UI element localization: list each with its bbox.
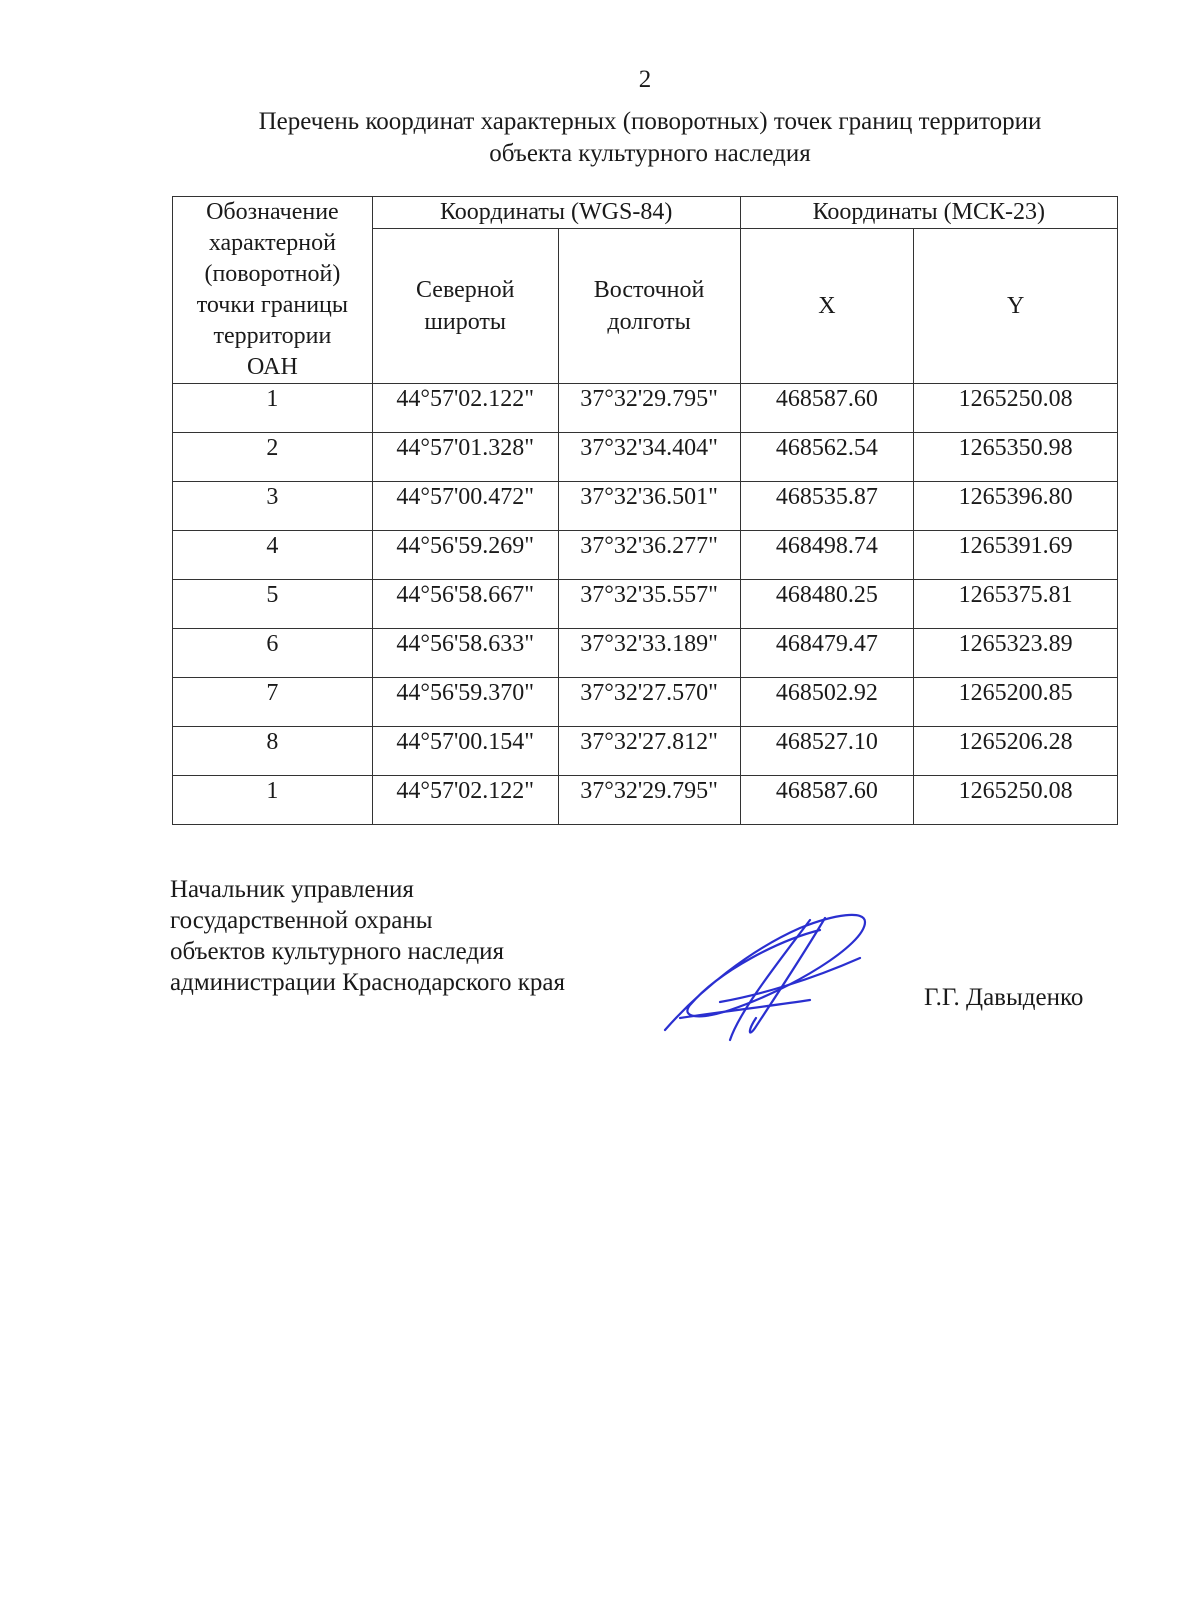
latitude-cell: 44°57'01.328" <box>372 433 558 482</box>
latitude-cell: 44°56'59.269" <box>372 531 558 580</box>
position-line-3: объектов культурного наследия <box>170 938 504 965</box>
table-row <box>173 531 1118 580</box>
table-row <box>173 727 1118 776</box>
x-cell: 468587.60 <box>740 776 914 825</box>
longitude-cell: 37°32'27.570" <box>558 678 740 727</box>
latitude-cell: 44°57'02.122" <box>372 776 558 825</box>
y-cell: 1265250.08 <box>914 776 1118 825</box>
x-cell: 468498.74 <box>740 531 914 580</box>
header-point-designation: Обозначение характерной (поворотной) точки границы территории ОАН <box>173 197 373 384</box>
longitude-cell: 37°32'29.795" <box>558 776 740 825</box>
title-line-2: объекта культурного наследия <box>489 140 811 167</box>
point-number: 2 <box>173 433 373 482</box>
header-x: X <box>740 228 914 383</box>
table-row <box>173 482 1118 531</box>
x-cell: 468535.87 <box>740 482 914 531</box>
y-cell: 1265350.98 <box>914 433 1118 482</box>
table-row <box>173 384 1118 433</box>
point-number: 3 <box>173 482 373 531</box>
point-number: 1 <box>173 776 373 825</box>
table-row <box>173 580 1118 629</box>
longitude-cell: 37°32'27.812" <box>558 727 740 776</box>
table-row <box>173 629 1118 678</box>
x-cell: 468562.54 <box>740 433 914 482</box>
title-line-1: Перечень координат характерных (поворотных) точек границ территории <box>258 108 1042 135</box>
y-cell: 1265375.81 <box>914 580 1118 629</box>
page-number: 2 <box>638 66 652 93</box>
header-latitude: Северной широты <box>372 228 558 383</box>
longitude-cell: 37°32'29.795" <box>558 384 740 433</box>
longitude-cell: 37°32'36.277" <box>558 531 740 580</box>
coordinates-table <box>172 196 1118 825</box>
position-line-4: администрации Краснодарского края <box>170 969 566 996</box>
header-longitude: Восточной долготы <box>558 228 740 383</box>
position-line-2: государственной охраны <box>170 907 433 934</box>
x-cell: 468527.10 <box>740 727 914 776</box>
table-row <box>173 776 1118 825</box>
handwritten-signature <box>660 910 900 1050</box>
document-title <box>150 106 1150 170</box>
latitude-cell: 44°56'59.370" <box>372 678 558 727</box>
point-number: 5 <box>173 580 373 629</box>
y-cell: 1265250.08 <box>914 384 1118 433</box>
header-msk23: Координаты (МСК-23) <box>740 197 1117 229</box>
point-number: 1 <box>173 384 373 433</box>
y-cell: 1265396.80 <box>914 482 1118 531</box>
longitude-cell: 37°32'35.557" <box>558 580 740 629</box>
position-line-1: Начальник управления <box>170 876 414 903</box>
x-cell: 468502.92 <box>740 678 914 727</box>
latitude-cell: 44°57'02.122" <box>372 384 558 433</box>
longitude-cell: 37°32'36.501" <box>558 482 740 531</box>
x-cell: 468587.60 <box>740 384 914 433</box>
table-row <box>173 433 1118 482</box>
longitude-cell: 37°32'33.189" <box>558 629 740 678</box>
signer-name: Г.Г. Давыденко <box>924 984 1084 1011</box>
point-number: 4 <box>173 531 373 580</box>
header-wgs84: Координаты (WGS-84) <box>372 197 740 229</box>
table-row <box>173 678 1118 727</box>
y-cell: 1265206.28 <box>914 727 1118 776</box>
latitude-cell: 44°56'58.633" <box>372 629 558 678</box>
y-cell: 1265323.89 <box>914 629 1118 678</box>
y-cell: 1265200.85 <box>914 678 1118 727</box>
latitude-cell: 44°57'00.154" <box>372 727 558 776</box>
x-cell: 468479.47 <box>740 629 914 678</box>
y-cell: 1265391.69 <box>914 531 1118 580</box>
point-number: 7 <box>173 678 373 727</box>
longitude-cell: 37°32'34.404" <box>558 433 740 482</box>
latitude-cell: 44°56'58.667" <box>372 580 558 629</box>
latitude-cell: 44°57'00.472" <box>372 482 558 531</box>
header-y: Y <box>914 228 1118 383</box>
point-number: 8 <box>173 727 373 776</box>
signatory-position <box>170 874 565 998</box>
x-cell: 468480.25 <box>740 580 914 629</box>
point-number: 6 <box>173 629 373 678</box>
